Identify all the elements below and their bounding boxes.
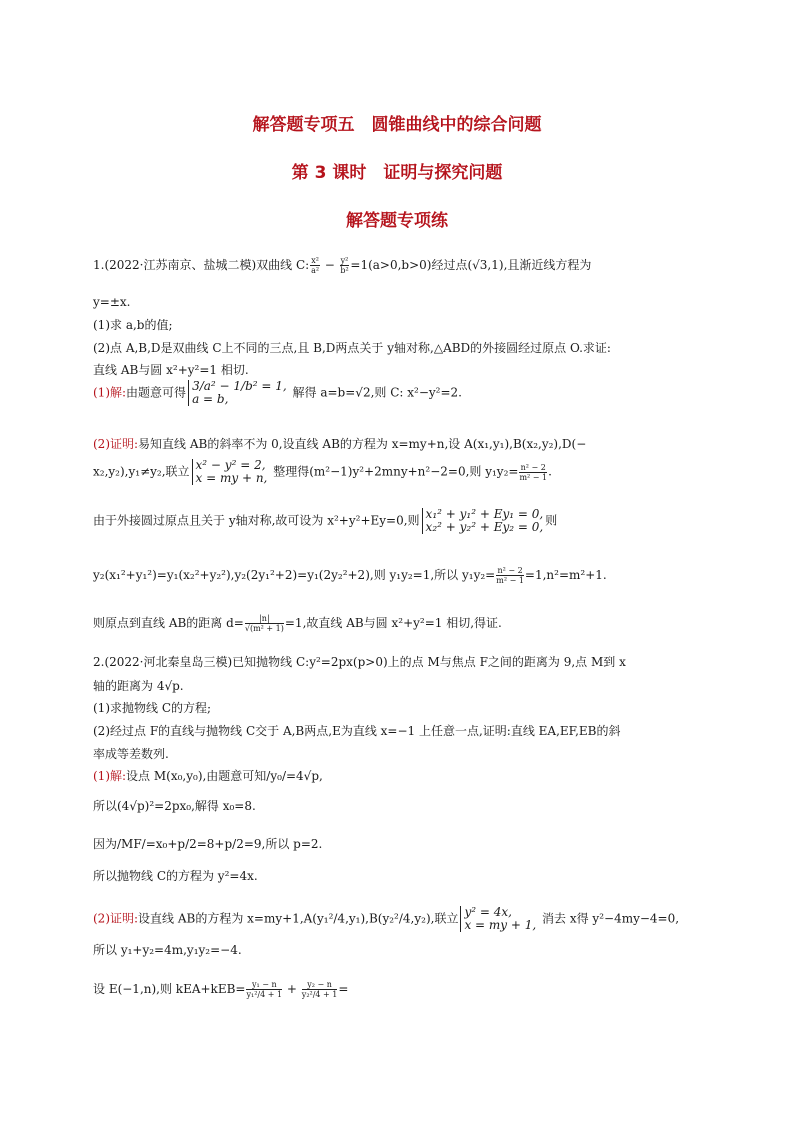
problem-1-question-2: (2)点 A,B,D是双曲线 C上不同的三点,且 B,D两点关于 y轴对称,△ABD的外接圆经过原点 O.求证: xyxy=(93,341,611,355)
problem-1-question-1: (1)求 a,b的值; xyxy=(93,318,173,332)
exercise-title: 解答题专项练 xyxy=(346,211,448,231)
problem-2-stem-cont: 轴的距离为 4√p. xyxy=(93,679,184,693)
equation-system: 3/a² − 1/b² = 1, a = b, xyxy=(188,380,287,406)
problem-2-solution-1-d: 所以抛物线 C的方程为 y²=4x. xyxy=(93,869,258,883)
problem-1-stem: 1.(2022·江苏南京、盐城二模)双曲线 C: $\frac{\text{x²}}{\text{a²}}$ − $\frac{\text{y²}}{\text{b²}}$ =1(a>0,b>0)经过点(√3,1),且渐近线方程为 xyxy=(93,256,592,275)
lesson-title: 第 3 课时 证明与探究问题 xyxy=(291,163,503,183)
problem-2-solution-2-b: 所以 y₁+y₂=4m,y₁y₂=−4. xyxy=(93,943,242,957)
equation-system: x² − y² = 2, x = my + n, xyxy=(192,459,268,485)
problem-2-stem: 2.(2022·河北秦皇岛三模)已知抛物线 C:y²=2px(p>0)上的点 M与焦点 F之间的距离为 9,点 M到 x xyxy=(93,655,626,669)
problem-1-question-2-cont: 直线 AB与圆 x²+y²=1 相切. xyxy=(93,363,249,377)
fraction: $\frac{\text{y₂ − n}}{\text{y₂²/4 + 1}}$ xyxy=(301,980,338,999)
problem-1-solution-2-c: 由于外接圆过原点且关于 y轴对称,故可设为 x²+y²+Ey=0,则 x₁² + y₁² + Ey₁ = 0, x₂² + y₂² + Ey₂ = 0, 则 xyxy=(93,507,558,534)
problem-2-solution-1-b: 所以(4√p)²=2px₀,解得 x₀=8. xyxy=(93,799,256,813)
problem-1-solution-2-d: y₂(x₁²+y₁²)=y₁(x₂²+y₂²),y₂(2y₁²+2)=y₁(2y₂²+2),则 y₁y₂=1,所以 y₁y₂= $\frac{\text{n² − 2}}{\text{m² − 1}}$ =1,n²=m²+1. xyxy=(93,566,607,585)
problem-2-solution-1-c: 因为/MF/=x₀+p/2=8+p/2=9,所以 p=2. xyxy=(93,837,323,851)
problem-2-question-2-cont: 率成等差数列. xyxy=(93,747,169,761)
fraction-y2-b2: $\frac{\text{y²}}{\text{b²}}$ xyxy=(340,256,349,275)
problem-1-solution-2: (2)证明:易知直线 AB的斜率不为 0,设直线 AB的方程为 x=my+n,设 A(x₁,y₁),B(x₂,y₂),D(− xyxy=(93,437,587,451)
section-title: 解答题专项五 圆锥曲线中的综合问题 xyxy=(252,115,542,135)
fraction: $\frac{|n|}{\text{√(m² + 1)}}$ xyxy=(244,614,284,633)
fraction: $\frac{\text{n² − 2}}{\text{m² − 1}}$ xyxy=(496,566,524,585)
problem-1-solution-1: (1)解:由题意可得 3/a² − 1/b² = 1, a = b, 解得 a=b=√2,则 C: x²−y²=2. xyxy=(93,379,462,406)
problem-2-question-2: (2)经过点 F的直线与抛物线 C交于 A,B两点,E为直线 x=−1 上任意一点,证明:直线 EA,EF,EB的斜 xyxy=(93,724,621,738)
problem-1-stem-cont: y=±x. xyxy=(93,295,131,309)
fraction: $\frac{\text{y₁ − n}}{\text{y₁²/4 + 1}}$ xyxy=(246,980,283,999)
problem-2-solution-1: (1)解:设点 M(x₀,y₀),由题意可知/y₀/=4√p, xyxy=(93,769,323,783)
problem-2-solution-2: (2)证明:设直线 AB的方程为 x=my+1,A(y₁²/4,y₁),B(y₂²/4,y₂),联立 y² = 4x, x = my + 1, 消去 x得 y²−4my−4=0, xyxy=(93,905,680,932)
fraction-x2-a2: $\frac{\text{x²}}{\text{a²}}$ xyxy=(311,256,320,275)
problem-2-solution-2-c: 设 E(−1,n),则 kEA+kEB= $\frac{\text{y₁ − n}}{\text{y₁²/4 + 1}}$ + $\frac{\text{y₂ − n}}{\text{y₂²/4 + 1}}$ = xyxy=(93,980,349,999)
problem-1-solution-2-e: 则原点到直线 AB的距离 d= $\frac{|n|}{\text{√(m² + 1)}}$ =1,故直线 AB与圆 x²+y²=1 相切,得证. xyxy=(93,614,502,633)
problem-2-question-1: (1)求抛物线 C的方程; xyxy=(93,701,212,715)
equation-system: y² = 4x, x = my + 1, xyxy=(460,906,536,932)
problem-1-solution-2-b: x₂,y₂),y₁≠y₂,联立 x² − y² = 2, x = my + n, 整理得(m²−1)y²+2mny+n²−2=0,则 y₁y₂= $\frac{\text{n² − 2}}{\text{m² − 1}}$ . xyxy=(93,458,552,485)
equation-system: x₁² + y₁² + Ey₁ = 0, x₂² + y₂² + Ey₂ = 0, xyxy=(422,508,544,534)
fraction: $\frac{\text{n² − 2}}{\text{m² − 1}}$ xyxy=(519,462,548,482)
